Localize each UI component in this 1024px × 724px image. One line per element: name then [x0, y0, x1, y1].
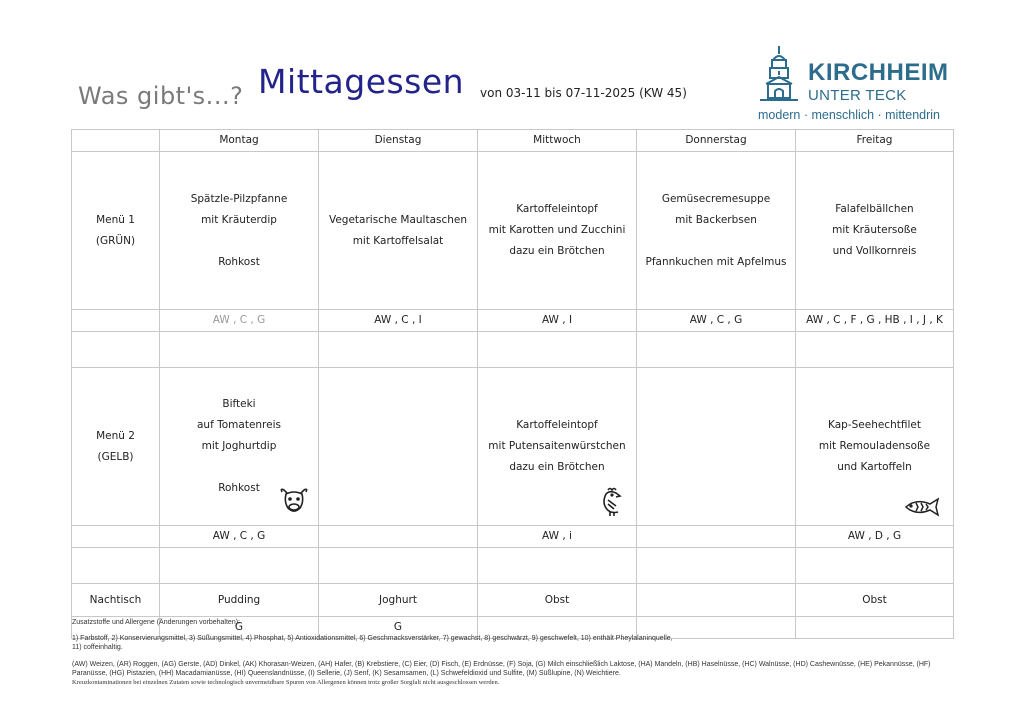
allergen-codes: AW , C , G	[637, 310, 796, 332]
dish-line: mit Backerbsen	[675, 213, 757, 226]
menu2-allergen-row	[72, 526, 954, 548]
menu1-dish	[637, 152, 796, 310]
dish-text	[796, 415, 953, 478]
dish-text	[319, 210, 477, 252]
empty-cell	[637, 332, 796, 368]
menu2-dish	[319, 368, 478, 526]
empty-cell	[160, 332, 319, 368]
footer-allergens: (AW) Weizen, (AR) Roggen, (AG) Gerste, (AD) Dinkel, (AK) Khorasan-Weizen, (AH) Hafer, (B) Krebstiere, (C) Eier, (D) Fisch, (E) Erdnüsse, (F) Soja, (G) Milch einschließlich Laktose, (HA) Mandeln, (HB) Haselnüsse, (HC) Walnüsse, (HD) Cashewnüsse, (HE) Pekannüsse, (HF)	[72, 661, 931, 668]
allergen-codes: AW , C , G	[160, 310, 319, 332]
allergen-label-cell	[72, 526, 160, 548]
menu2-dish	[478, 368, 637, 526]
menu1-label	[72, 152, 160, 310]
dish-line	[160, 457, 318, 478]
footer-cross-contamination: Kreuzkontaminationen bei einzelnen Zutaten sowie technologisch unvermeidbare Spuren von Allergenen können trotz großer Sorgfalt nicht ausgeschlossen werden.	[72, 679, 500, 686]
menu2-label	[72, 368, 160, 526]
spacer-row	[72, 332, 954, 368]
logo-tagline: modern · menschlich · mittendrin	[758, 108, 941, 122]
empty-cell	[160, 548, 319, 584]
dish-line: dazu ein Brötchen	[509, 245, 605, 257]
menu1-allergen-row	[72, 310, 954, 332]
empty-cell	[478, 548, 637, 584]
dish-line: Spätzle-Pilzpfanne	[190, 192, 288, 205]
kirchheim-logo	[758, 44, 958, 124]
week-range: von 03-11 bis 07-11-2025 (KW 45)	[480, 86, 687, 100]
menu2-row	[72, 368, 954, 526]
dish-line: Rohkost	[218, 255, 260, 268]
day-header: Dienstag	[319, 130, 478, 152]
church-tower-icon	[758, 44, 800, 106]
dish-line: und Kartoffeln	[837, 461, 912, 473]
empty-cell	[796, 548, 954, 584]
day-header-row	[72, 130, 954, 152]
dish-line: Rohkost	[218, 482, 260, 494]
allergen-codes: AW , C , F , G , HB , I , J , K	[796, 310, 954, 332]
dish-line: Vegetarische Maultaschen	[328, 213, 468, 226]
day-header: Donnerstag	[637, 130, 796, 152]
dessert-row	[72, 584, 954, 617]
allergen-codes: AW , C , I	[319, 310, 478, 332]
empty-cell	[478, 332, 637, 368]
footer-heading: Zusatzstoffe und Allergene (Änderungen vorbehalten):	[72, 619, 240, 626]
menu1-dish	[160, 152, 319, 310]
dish-line: Falafelbällchen	[835, 203, 914, 215]
allergen-codes: AW , D , G	[796, 526, 954, 548]
menu-table	[71, 129, 954, 639]
dessert-item: Pudding	[160, 584, 319, 617]
dish-text	[478, 415, 636, 478]
menu1-dish	[319, 152, 478, 310]
dish-text	[637, 189, 795, 273]
dish-line	[160, 231, 318, 252]
menu2-dish	[160, 368, 319, 526]
dessert-label: Nachtisch	[72, 584, 160, 617]
empty-cell	[319, 332, 478, 368]
dish-line: Kartoffeleintopf	[516, 419, 598, 431]
menu-label: Menü 1	[96, 213, 135, 226]
dish-line: mit Karotten und Zucchini	[488, 224, 626, 236]
day-header: Freitag	[796, 130, 954, 152]
dish-line: mit Putensaitenwürstchen	[488, 440, 626, 452]
menu2-dish	[796, 368, 954, 526]
menu-color: (GELB)	[97, 450, 134, 463]
menu1-row	[72, 152, 954, 310]
dish-line: mit Remouladensoße	[818, 440, 931, 452]
menu1-dish	[478, 152, 637, 310]
menu1-dish	[796, 152, 954, 310]
dish-line: mit Kräutersoße	[832, 224, 917, 236]
dish-text	[478, 199, 636, 262]
footer-additives: 1) Farbstoff, 2) Konservierungsmittel, 3) Süßungsmittel, 4) Phosphat, 5) Antioxidationsmittel, 6) Geschmacksverstärker, 7) gewachst, 8) geschwärzt, 9) geschwefelt, 10) enthält Pheylalaninquelle,	[72, 635, 673, 642]
dish-line	[637, 231, 795, 252]
menu2-dish	[637, 368, 796, 526]
page-title: Mittagessen	[258, 62, 465, 101]
menu-color: (GRÜN)	[95, 234, 136, 247]
dish-line: dazu ein Brötchen	[509, 461, 605, 473]
dish-line: auf Tomatenreis	[196, 419, 281, 431]
footer-allergens-2: Paranüsse, (HG) Pistazien, (HH) Macadamianüsse, (HI) Queenslandnüsse, (I) Sellerie, (J) Senf, (K) Sesamsamen, (L) Schwefeldioxid und Sulfite, (M) Süßlupine, (N) Weichtiere.	[72, 670, 621, 677]
logo-subtitle: UNTER TECK	[808, 87, 907, 104]
menu-label: Menü 2	[96, 429, 135, 442]
dish-text	[796, 199, 953, 262]
empty-cell	[637, 548, 796, 584]
allergen-codes: AW , i	[478, 526, 637, 548]
allergen-codes: G	[160, 617, 319, 639]
dish-text	[160, 189, 318, 273]
footer-additives-2: 11) coffeinhaltig.	[72, 644, 123, 651]
day-header: Montag	[160, 130, 319, 152]
corner-cell	[72, 130, 160, 152]
dish-line: mit Kartoffelsalat	[352, 234, 444, 247]
dish-text	[160, 394, 318, 499]
allergen-label-cell	[72, 310, 160, 332]
dessert-item: Obst	[796, 584, 954, 617]
chicken-icon	[596, 486, 626, 518]
dish-line: Pfannkuchen mit Apfelmus	[645, 255, 787, 268]
allergen-codes: AW , I	[478, 310, 637, 332]
empty-cell	[796, 332, 954, 368]
allergen-codes: AW , C , G	[160, 526, 319, 548]
empty-cell	[72, 332, 160, 368]
allergen-codes: G	[319, 617, 478, 639]
fish-icon	[902, 496, 944, 518]
dish-line: Kap-Seehechtfilet	[828, 419, 921, 431]
header-question: Was gibt's...?	[78, 82, 244, 110]
dish-line: Gemüsecremesuppe	[661, 192, 771, 205]
dish-line: mit Kräuterdip	[201, 213, 277, 226]
dessert-item	[637, 584, 796, 617]
allergen-codes	[319, 526, 478, 548]
empty-cell	[319, 548, 478, 584]
day-header: Mittwoch	[478, 130, 637, 152]
cow-icon	[278, 486, 310, 516]
dish-line: Kartoffeleintopf	[516, 203, 598, 215]
dish-line: mit Joghurtdip	[201, 440, 277, 452]
allergen-codes	[637, 526, 796, 548]
logo-name: KIRCHHEIM	[808, 59, 949, 86]
dish-line: und Vollkornreis	[832, 245, 917, 257]
spacer-row	[72, 548, 954, 584]
dish-line: Bifteki	[222, 398, 256, 410]
dessert-item: Joghurt	[319, 584, 478, 617]
dessert-item: Obst	[478, 584, 637, 617]
empty-cell	[72, 548, 160, 584]
